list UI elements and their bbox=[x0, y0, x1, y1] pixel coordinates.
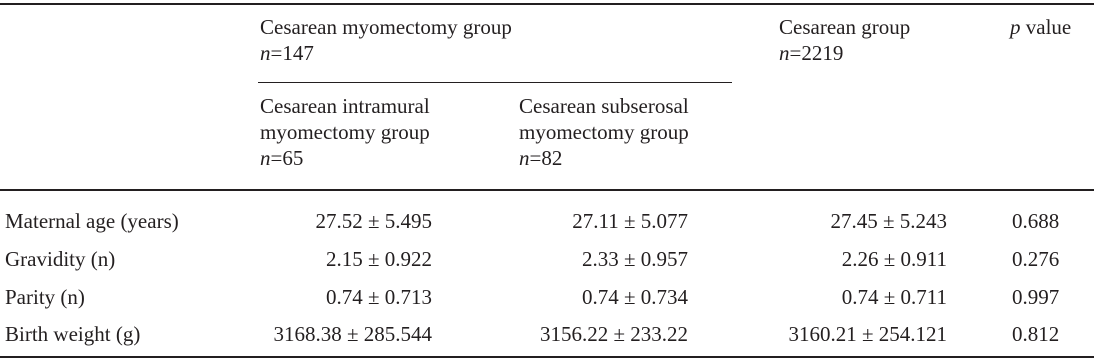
cell-p-value: 0.688 bbox=[1012, 209, 1060, 233]
cell-cesarean: 0.74 ± 0.711 bbox=[841, 285, 947, 309]
row-label: Birth weight (g) bbox=[5, 322, 141, 346]
top-rule bbox=[0, 3, 1094, 5]
header-myomectomy-n: n=147 bbox=[260, 41, 314, 65]
header-cesarean-title: Cesarean group bbox=[779, 15, 911, 39]
cell-p-value: 0.812 bbox=[1012, 322, 1060, 346]
cell-subserosal: 27.11 ± 5.077 bbox=[572, 209, 688, 233]
cell-intramural: 3168.38 ± 285.544 bbox=[273, 322, 432, 346]
header-intramural-line-1: Cesarean intramural bbox=[260, 94, 430, 118]
header-p-value: p value bbox=[1010, 15, 1072, 39]
header-subserosal bbox=[519, 93, 689, 171]
header-rule bbox=[0, 189, 1094, 191]
header-intramural-n: n=65 bbox=[260, 146, 304, 170]
cell-subserosal: 3156.22 ± 233.22 bbox=[539, 322, 688, 346]
cell-intramural: 0.74 ± 0.713 bbox=[325, 285, 432, 309]
header-intramural-line-2: myomectomy group bbox=[260, 120, 430, 144]
row-label: Parity (n) bbox=[5, 285, 85, 309]
cell-subserosal: 0.74 ± 0.734 bbox=[581, 285, 688, 309]
row-label: Gravidity (n) bbox=[5, 247, 116, 271]
cell-cesarean: 27.45 ± 5.243 bbox=[830, 209, 947, 233]
cell-p-value: 0.997 bbox=[1012, 285, 1060, 309]
header-intramural bbox=[260, 93, 430, 171]
header-myomectomy-title: Cesarean myomectomy group bbox=[260, 15, 512, 39]
header-subserosal-n: n=82 bbox=[519, 146, 563, 170]
group-rule bbox=[258, 82, 732, 83]
cell-cesarean: 2.26 ± 0.911 bbox=[841, 247, 947, 271]
cell-intramural: 27.52 ± 5.495 bbox=[315, 209, 432, 233]
bottom-rule bbox=[0, 356, 1094, 358]
row-label: Maternal age (years) bbox=[5, 209, 179, 233]
cell-p-value: 0.276 bbox=[1012, 247, 1060, 271]
header-subserosal-line-1: Cesarean subserosal bbox=[519, 94, 689, 118]
header-myomectomy-group bbox=[260, 14, 512, 66]
cell-cesarean: 3160.21 ± 254.121 bbox=[788, 322, 947, 346]
header-cesarean bbox=[779, 14, 910, 66]
header-subserosal-line-2: myomectomy group bbox=[519, 120, 689, 144]
header-cesarean-n: n=2219 bbox=[779, 41, 844, 65]
cell-intramural: 2.15 ± 0.922 bbox=[325, 247, 432, 271]
cell-subserosal: 2.33 ± 0.957 bbox=[581, 247, 688, 271]
